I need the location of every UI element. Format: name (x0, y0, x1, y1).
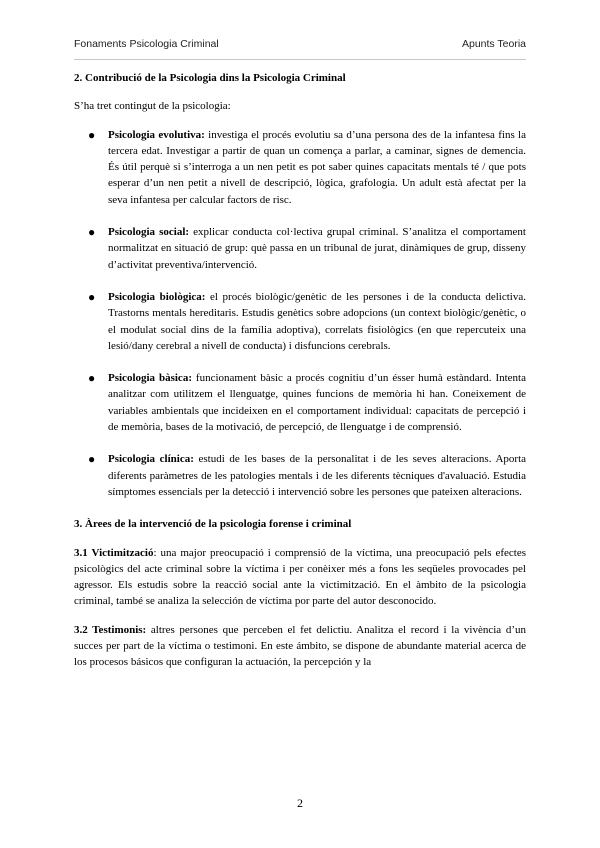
document-body (74, 70, 526, 671)
list-item-term: Psicologia bàsica: (108, 372, 192, 385)
paragraph-testimonis (74, 622, 526, 671)
psychology-list (74, 127, 526, 501)
header-right-title: Apunts Teoria (461, 38, 526, 50)
list-item-term: Psicologia evolutiva: (108, 128, 205, 141)
section-3-heading: 3. Àrees de la intervenció de la psicologia forense i criminal (74, 518, 352, 531)
list-item-text: investiga el procés evolutiu sa d’una persona des de la infantesa fins la tercera edat. Investigar a partir de quan un comença a parlar, a caminar, signes de demencia. És útil perquè si s’interroga a un nen petit es pot saber quines capacitats mentals té / que pots esperar d’un nen petit a nivell de descripció, lògica, grafologia. Un adult està afectat per la seva infantesa per calcular factors de risc. (108, 128, 526, 206)
bullet-icon: ● (88, 289, 96, 304)
list-item (74, 127, 526, 208)
page-number: 2 (297, 796, 303, 810)
paragraph-text: altres persones que perceben el fet delictiu. Analitza el record i la vivència d’un succes per part de la víctima o testimoni. En este ámbito, se dispone de abundante material acerca de los procesos básicos que configuran la actuación, la percepción y la (74, 623, 527, 669)
list-item-text: estudi de les bases de la personalitat i de les seves alteracions. Aporta diferents paràmetres de les patologies mentals i de les diferents tècniques d'avaluació. Estudia símptomes essencials per la detecció i intervenció sobre les persones que pateixen alteracions. (108, 453, 527, 498)
section-2-heading: 2. Contribució de la Psicologia dins la Psicologia Criminal (74, 72, 346, 84)
paragraph-term: 3.2 Testimonis: (74, 623, 147, 636)
list-item (74, 224, 526, 273)
paragraph-text: : una major preocupació i comprensió de la víctima, una preocupació pels efectes psicològics del acte criminal sobre la víctima i per conèixer més a fons les seqüeles provocades pel agressor. Els estudis sobre la reacció social ante la victimització. En el àmbito de la psicologia criminal, també se analiza la selección de víctima por parte del autor desconocido. (74, 546, 526, 608)
paragraph-victimitzacio (74, 545, 526, 610)
list-item-term: Psicologia clínica: (108, 453, 194, 466)
page-header (74, 38, 526, 54)
bullet-icon: ● (88, 452, 96, 467)
bullet-icon: ● (88, 127, 96, 142)
list-item-term: Psicologia biològica: (108, 290, 206, 303)
header-rule (74, 59, 526, 60)
list-item-text: el procés biològic/genètic de les persones i de la conducta delictiva. Trastorns mentals hereditaris. Estudis genètics sobre adopcions (un context biològic/genètic, o el modulat social dins de la família adoptiva), correlats fisiològics (en que repercuteix una lesió/dany cerebral a nivell de conducta) i disfuncions cerebrals. (108, 290, 526, 352)
list-item (74, 370, 526, 435)
list-item (74, 289, 526, 354)
bullet-icon: ● (88, 225, 96, 240)
list-item (74, 451, 526, 500)
list-item-term: Psicologia social: (108, 226, 190, 239)
header-left-title: Fonaments Psicologia Criminal (74, 38, 219, 50)
bullet-icon: ● (88, 371, 96, 386)
list-item-text: funcionament bàsic a procés cognitiu d’un ésser humà estàndard. Intenta analitzar com utilitzem el llenguatge, quines funcions de memòria hi han. Coneixement de variables ambientals que incideixen en el comportament individual: capacitats de percepció i de memòria, bases de la motivació, de percepció, de llenguatge i de comprensió. (108, 372, 526, 434)
list-item-text: explicar conducta col·lectiva grupal criminal. S’analitza el comportament normalitzat en situació de grup: què passa en un tribunal de jurat, dinàmiques de grup, disseny d’activitat preventiva/intervenció. (108, 226, 526, 271)
section-2-intro: S’ha tret contingut de la psicologia: (74, 100, 231, 113)
paragraph-term: 3.1 Victimització (74, 546, 154, 559)
